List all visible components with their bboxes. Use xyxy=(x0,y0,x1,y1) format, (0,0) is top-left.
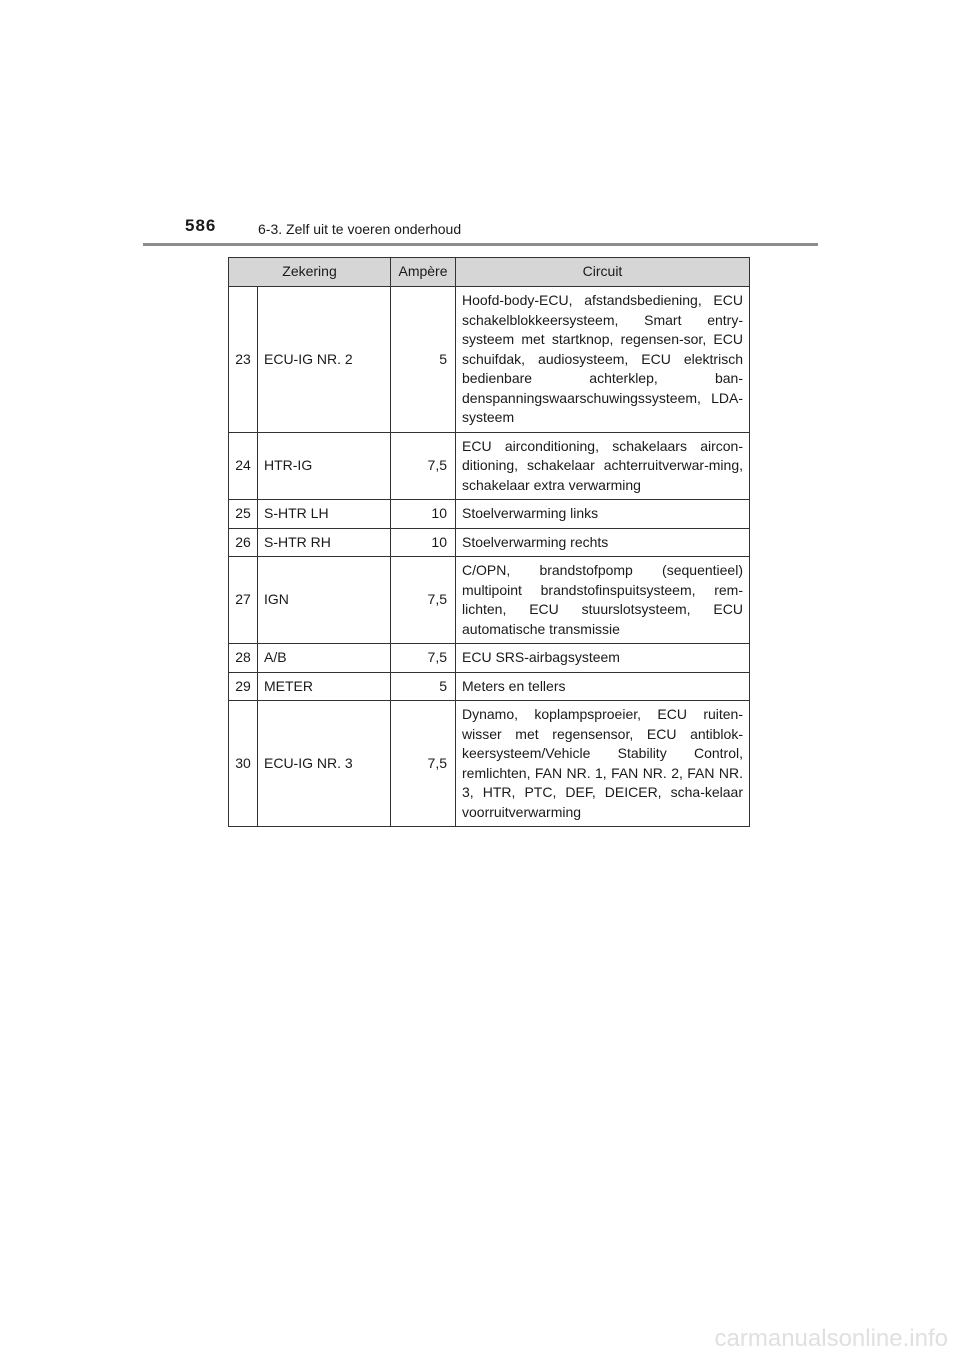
header-divider xyxy=(143,243,818,246)
fuse-ampere: 7,5 xyxy=(391,432,456,500)
fuse-name: HTR-IG xyxy=(258,432,391,500)
table-row xyxy=(229,287,750,433)
column-header-circuit: Circuit xyxy=(456,258,750,287)
fuse-name: A/B xyxy=(258,644,391,673)
page-header xyxy=(143,216,818,246)
fuse-number: 27 xyxy=(229,557,258,644)
fuse-number: 29 xyxy=(229,672,258,701)
table-row xyxy=(229,500,750,529)
fuse-circuit: Dynamo, koplampsproeier, ECU ruiten-wisser met regensensor, ECU antiblok-keersysteem/Vehicle Stability Control, remlichten, FAN NR. 1, FAN NR. 2, FAN NR. 3, HTR, PTC, DEF, DEICER, scha-kelaar voorruitverwarming xyxy=(456,701,750,827)
fuse-circuit: C/OPN, brandstofpomp (sequentieel) multipoint brandstofinspuitsysteem, rem-lichten, ECU stuurslotsysteem, ECU automatische transmissie xyxy=(456,557,750,644)
table-row xyxy=(229,701,750,827)
fuse-ampere: 7,5 xyxy=(391,557,456,644)
fuse-ampere: 10 xyxy=(391,500,456,529)
section-title: 6-3. Zelf uit te voeren onderhoud xyxy=(258,221,462,237)
fuse-number: 28 xyxy=(229,644,258,673)
fuse-circuit: ECU airconditioning, schakelaars aircon-ditioning, schakelaar achterruitverwar-ming, schakelaar extra verwarming xyxy=(456,432,750,500)
fuse-circuit: Stoelverwarming links xyxy=(456,500,750,529)
watermark: carmanualsonline.info xyxy=(714,1325,948,1352)
fuse-name: S-HTR LH xyxy=(258,500,391,529)
table-row xyxy=(229,432,750,500)
fuse-number: 25 xyxy=(229,500,258,529)
fuse-number: 26 xyxy=(229,528,258,557)
table-row xyxy=(229,528,750,557)
table-header-row xyxy=(229,258,750,287)
table-row xyxy=(229,557,750,644)
column-header-fuse: Zekering xyxy=(229,258,391,287)
fuse-table xyxy=(228,257,750,827)
fuse-ampere: 10 xyxy=(391,528,456,557)
fuse-circuit: Stoelverwarming rechts xyxy=(456,528,750,557)
fuse-ampere: 7,5 xyxy=(391,644,456,673)
fuse-circuit: ECU SRS-airbagsysteem xyxy=(456,644,750,673)
fuse-ampere: 5 xyxy=(391,287,456,433)
table-row xyxy=(229,644,750,673)
page-number: 586 xyxy=(185,216,217,235)
fuse-name: IGN xyxy=(258,557,391,644)
fuse-ampere: 5 xyxy=(391,672,456,701)
fuse-name: ECU-IG NR. 3 xyxy=(258,701,391,827)
fuse-number: 23 xyxy=(229,287,258,433)
fuse-number: 24 xyxy=(229,432,258,500)
fuse-name: ECU-IG NR. 2 xyxy=(258,287,391,433)
column-header-ampere: Ampère xyxy=(391,258,456,287)
fuse-circuit: Hoofd-body-ECU, afstandsbediening, ECU schakelblokkeersysteem, Smart entry-systeem met startknop, regensen-sor, ECU schuifdak, audiosysteem, ECU elektrisch bedienbare achterklep, ban-denspanningswaarschuwingssysteem, LDA-systeem xyxy=(456,287,750,433)
table-row xyxy=(229,672,750,701)
fuse-number: 30 xyxy=(229,701,258,827)
fuse-ampere: 7,5 xyxy=(391,701,456,827)
fuse-name: S-HTR RH xyxy=(258,528,391,557)
fuse-name: METER xyxy=(258,672,391,701)
fuse-circuit: Meters en tellers xyxy=(456,672,750,701)
